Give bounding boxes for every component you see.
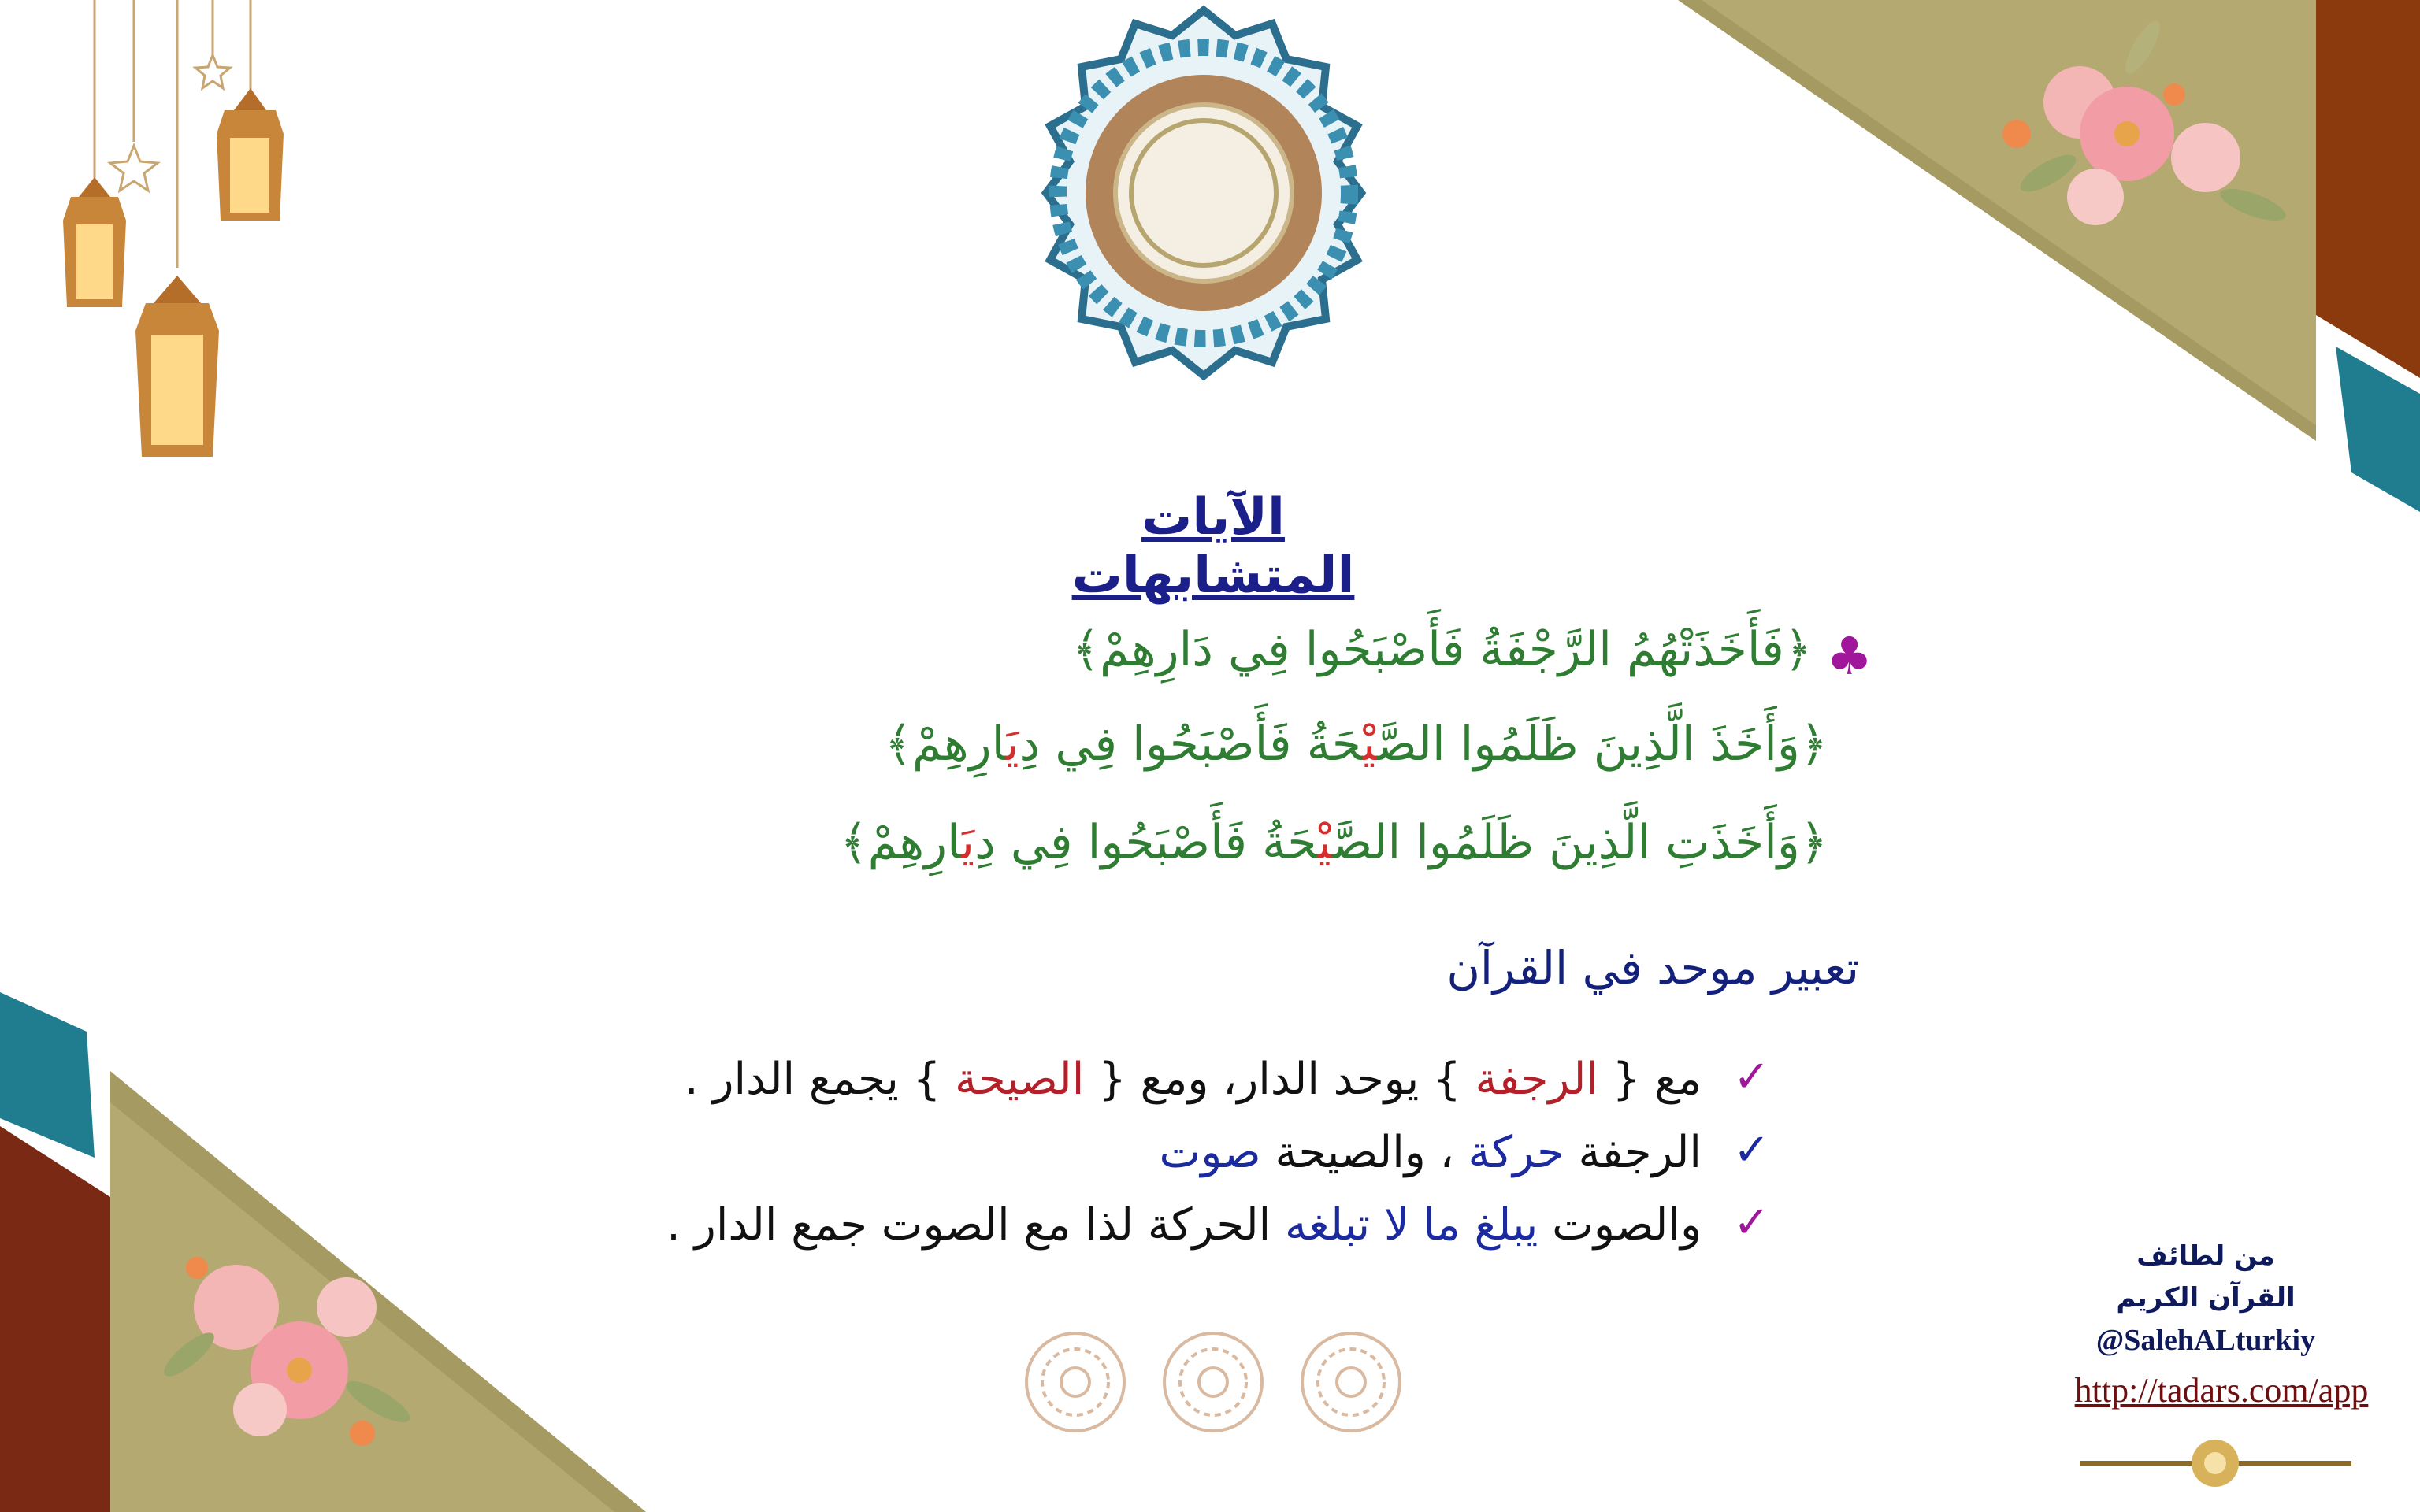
verse-3	[835, 815, 1828, 886]
point-text: } يوحد الدار، ومع {	[1098, 1054, 1461, 1105]
point-keyword: الرجفة	[1475, 1054, 1598, 1105]
point-line	[666, 1199, 1702, 1251]
verse-text: ارِهِمْ﴾	[840, 815, 962, 870]
point-keyword: الصيحة	[955, 1054, 1085, 1105]
point-line	[685, 1054, 1702, 1105]
point-line	[1159, 1127, 1702, 1178]
lantern-icon	[217, 88, 284, 220]
point-text: الرجفة	[1578, 1127, 1702, 1178]
point-keyword: حركة	[1468, 1127, 1564, 1178]
section-subtitle: تعبير موحد في القرآن	[1446, 941, 1859, 995]
point-text: ، والصيحة	[1275, 1127, 1454, 1178]
verse-text: حَةُ فَأَصْبَحُوا فِي دِ	[1019, 717, 1363, 772]
credit-line-1: من لطائف	[2136, 1240, 2275, 1272]
lantern-icon	[63, 177, 126, 307]
twitter-handle[interactable]: @SalehALturkiy	[2095, 1324, 2316, 1357]
club-bullet-icon: ♣	[1826, 626, 1873, 687]
point-text: } يجمع الدار .	[684, 1054, 941, 1105]
point-2	[1024, 1127, 1702, 1190]
lantern-icon	[135, 276, 219, 457]
tadars-app-link[interactable]: http://tadars.com/app	[2074, 1371, 2369, 1410]
quran-emblem-logo	[1046, 10, 1361, 376]
page-title: الآيات المتشابهات	[1071, 488, 1355, 605]
credit-line-2: القرآن الكريم	[2116, 1282, 2296, 1314]
ornament-icon	[1026, 1333, 1400, 1431]
point-1	[599, 1054, 1702, 1117]
verse-text: ﴿فَأَخَذَتْهُمُ الرَّجْفَةُ فَأَصْبَحُوا فِي دَارِهِمْ﴾	[1071, 622, 1812, 677]
verse-text: ارِهِمْ﴾	[884, 717, 1006, 772]
verse-1	[1071, 622, 1812, 693]
verse-line	[1072, 622, 1812, 677]
star-icon	[110, 55, 230, 191]
point-text: والصوت	[1552, 1199, 1702, 1251]
verse-text: ﴿وَأَخَذَ الَّذِينَ ظَلَمُوا الصَّ	[1376, 717, 1828, 772]
verse-line	[840, 815, 1828, 870]
checkmark-icon: ✓	[1733, 1125, 1770, 1176]
verse-text: حَةُ فَأَصْبَحُوا فِي دِ	[974, 815, 1319, 870]
point-text: مع {	[1612, 1054, 1702, 1105]
divider-ornament-icon	[2080, 1440, 2351, 1487]
verse-text: ﴿وَأَخَذَتِ الَّذِينَ ظَلَمُوا الصَّ	[1332, 815, 1828, 870]
point-text: الحركة لذا مع الصوت جمع الدار .	[666, 1199, 1271, 1251]
checkmark-icon: ✓	[1733, 1197, 1770, 1248]
verse-2	[882, 717, 1828, 788]
point-3	[551, 1199, 1702, 1262]
verse-highlight: يَ	[1005, 717, 1019, 772]
verse-highlight: يْ	[1362, 717, 1377, 772]
verse-line	[885, 717, 1828, 772]
checkmark-icon: ✓	[1733, 1051, 1770, 1102]
point-keyword: يبلغ ما لا تبلغه	[1285, 1199, 1538, 1251]
verse-highlight: يَ	[961, 815, 975, 870]
point-keyword: صوت	[1159, 1127, 1261, 1178]
verse-highlight: يْ	[1318, 815, 1333, 870]
